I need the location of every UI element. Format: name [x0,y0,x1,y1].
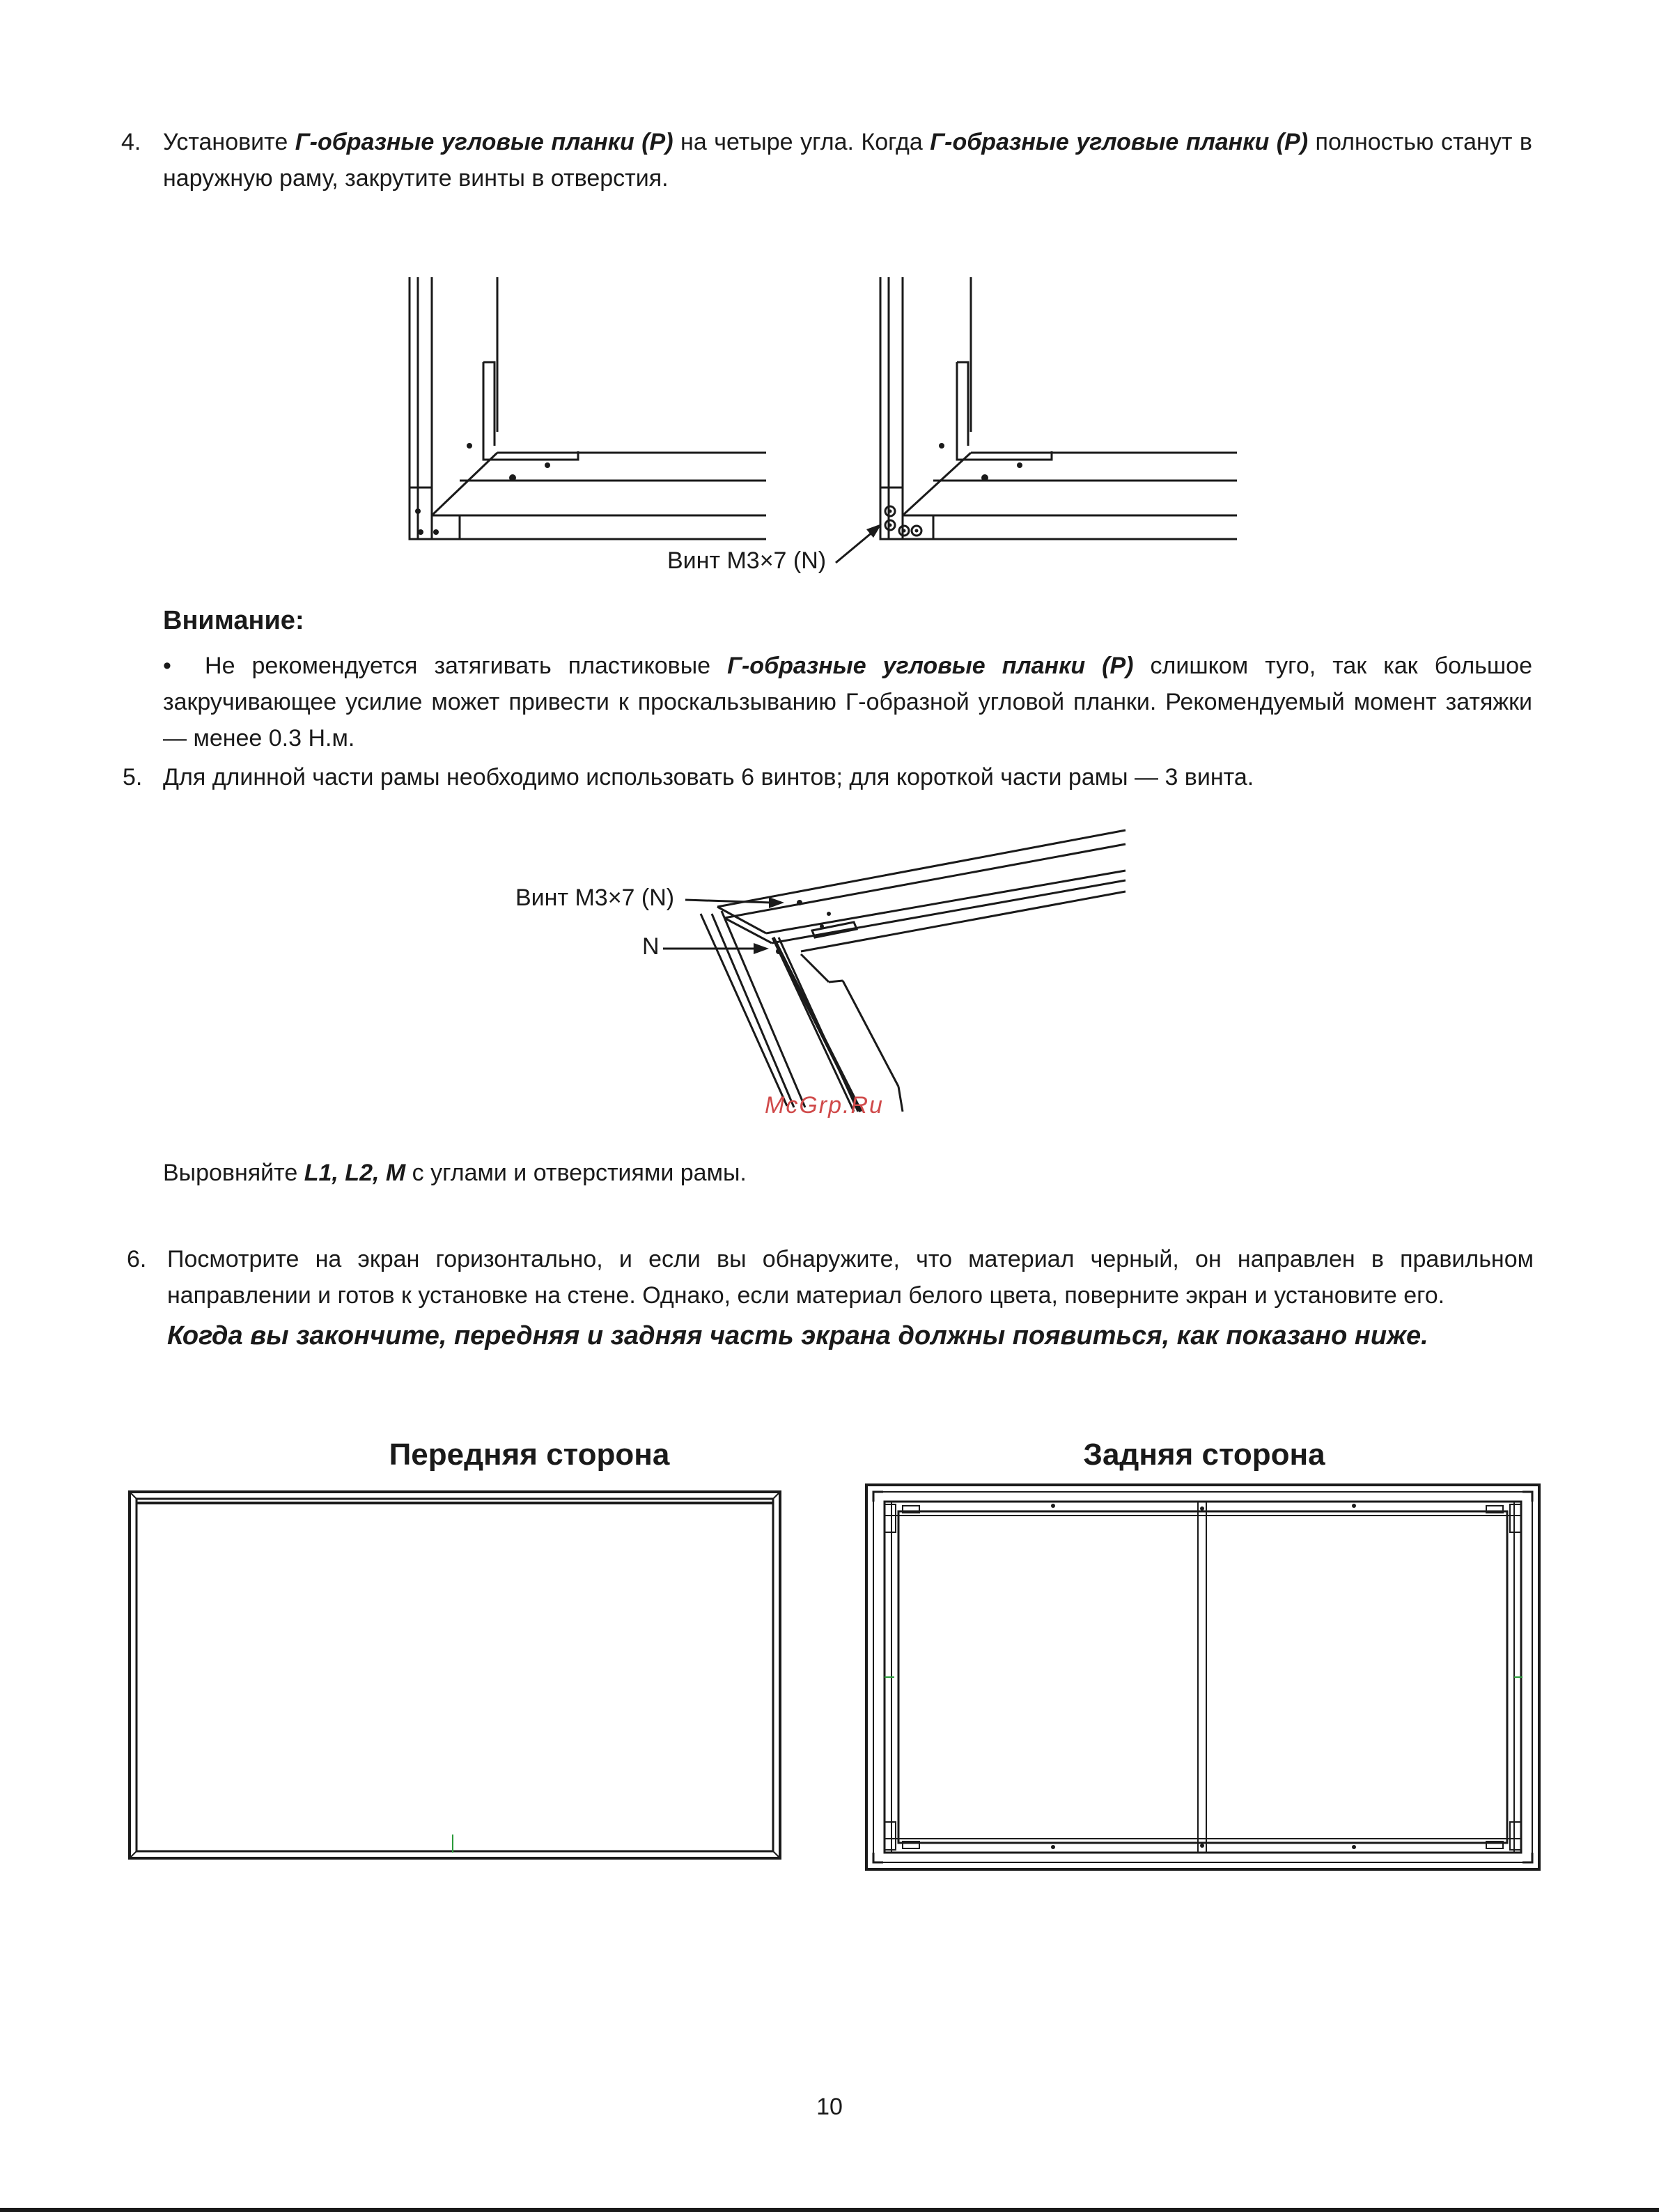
back-screen [866,1485,1539,1869]
align-text: Выровняйте L1, L2, M с углами и отверстиями рамы. [163,1160,747,1186]
step-6-emphasis: Когда вы закончите, передняя и задняя часть экрана должны появиться, как показано ниже. [167,1321,1428,1350]
screw-label: Винт M3×7 (N) [515,885,675,911]
step-5-text: Для длинной части рамы необходимо использовать 6 винтов; для короткой части рамы — 3 винта. [163,764,1254,790]
step-5-number: 5. [123,764,143,790]
front-screen [130,1492,780,1858]
bracket-term: Г-образные угловые планки (P) [295,129,673,155]
bracket-term: Г-образные угловые планки (P) [727,653,1134,679]
watermark: McGrp.Ru [765,1092,884,1119]
step-4-number: 4. [121,129,141,155]
n-label: N [642,933,660,960]
bottom-rule [0,2208,1659,2212]
back-title: Задняя сторона [1083,1438,1325,1472]
bullet: • [163,653,171,679]
part-labels: L1, L2, M [304,1160,406,1186]
bracket-term: Г-образные угловые планки (P) [930,129,1309,155]
attention-text: • Не рекомендуется затягивать пластиковые Г-образные угловые планки (P) слишком туго, так как большое закручивающее усилие может привести к проскальзыванию Г-образной угловой планки. Рекомендуемый момент затяжки — менее 0.3 Н.м. [163,653,1532,751]
step-6-text: Посмотрите на экран горизонтально, и если вы обнаружите, что материал черный, он направлен в правильном направлении и готов к установке на стене. Однако, если материал белого цвета, поверните экран и установите его. [167,1246,1534,1309]
attention-title: Внимание: [163,606,304,635]
step-6-number: 6. [127,1246,147,1272]
screw-label: Винт M3×7 (N) [667,547,827,574]
step-4-text: Установите Г-образные угловые планки (P) на четыре угла. Когда Г-образные угловые планки (P) полностью станут в наружную раму, закрутите винты в отверстия. [163,129,1532,192]
front-title: Передняя сторона [389,1438,670,1472]
page-number: 10 [816,2094,843,2120]
